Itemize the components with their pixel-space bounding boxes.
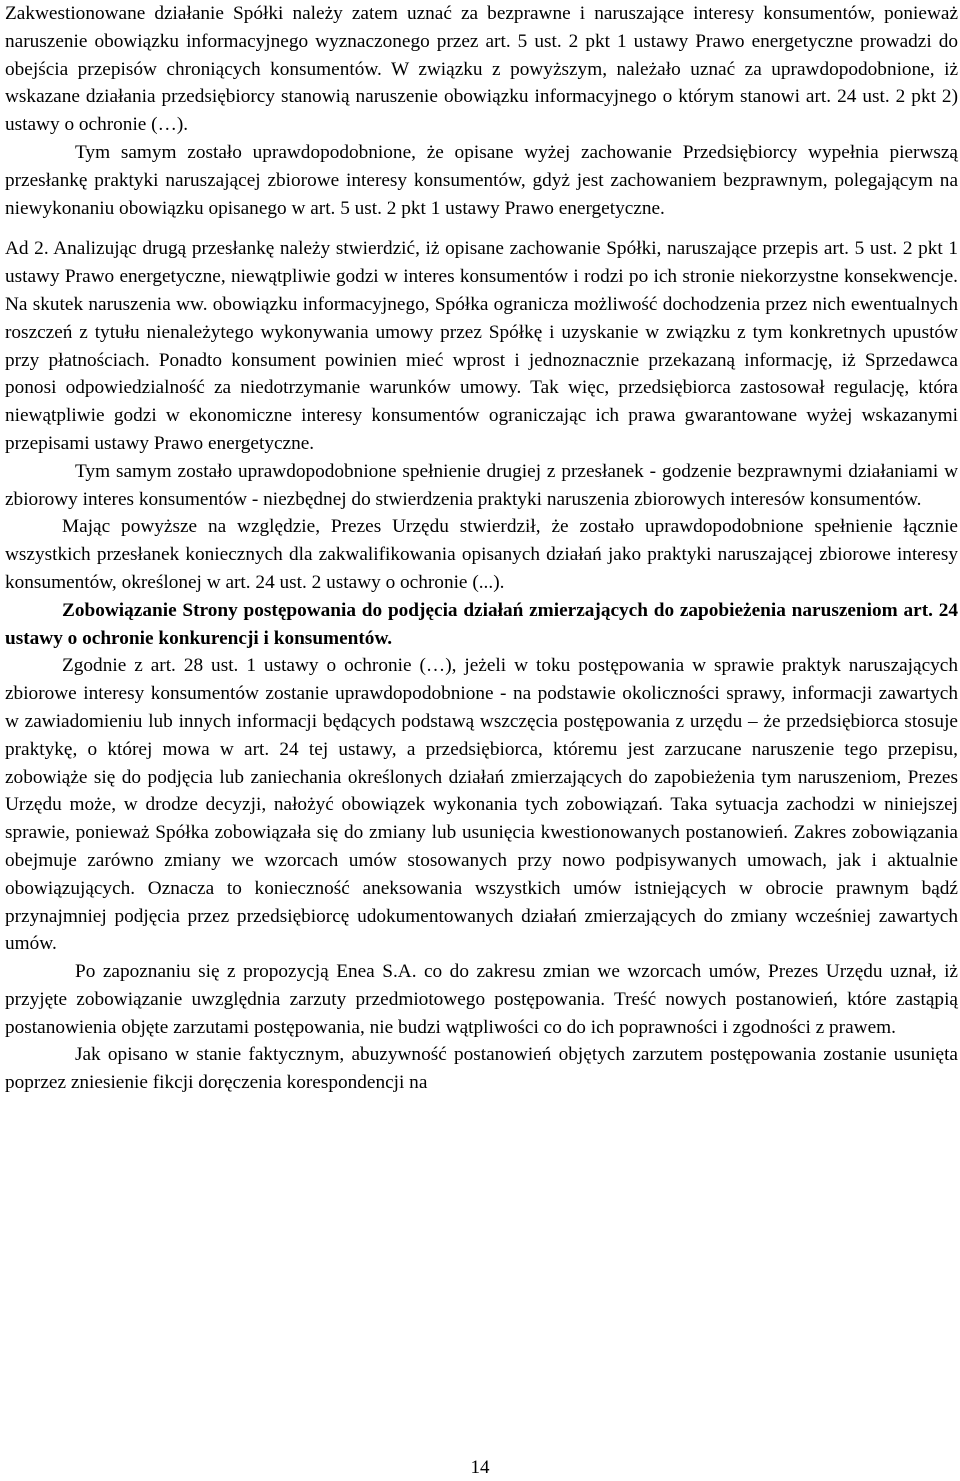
paragraph-3: Ad 2. Analizując drugą przesłankę należy stwierdzić, iż opisane zachowanie Spółki, naruszające przepis art. 5 ust. 2 pkt 1 ustawy Prawo energetyczne, niewątpliwie godzi w interes konsumentów i rodzi po ich stronie niekorzystne konsekwencje. Na skutek naruszenia ww. obowiązku informacyjnego, Spółka ogranicza możliwość dochodzenia przez nich ewentualnych roszczeń z tytułu nienależytego wykonywania umowy przez Spółkę i uzyskanie w związku z tym konkretnych upustów przy płatnościach. Ponadto konsument powinien mieć wprost i jednoznacznie przekazaną informację, iż Sprzedawca ponosi odpowiedzialność za niedotrzymanie warunków umowy. Tak więc, przedsiębiorca zastosował regulację, która niewątpliwie godzi w ekonomiczne interesy konsumentów ograniczając ich prawa gwarantowane wyżej wskazanymi przepisami ustawy Prawo energetyczne. [5, 238, 958, 454]
paragraph-7: Po zapoznaniu się z propozycją Enea S.A. co do zakresu zmian we wzorcach umów, Prezes Urzędu uznał, iż przyjęte zobowiązanie uwzględnia zarzuty przedmiotowego postępowania. Treść nowych postanowień, które zastąpią postanowienia objęte zarzutami postępowania, nie budzi wątpliwości co do ich poprawności i zgodności z prawem. [5, 961, 958, 1038]
page-number: 14 [470, 1457, 490, 1478]
section-heading: Zobowiązanie Strony postępowania do podjęcia działań zmierzających do zapobieżenia naruszeniom art. 24 ustawy o ochronie konkurencji i konsumentów. [5, 599, 958, 649]
paragraph-2: Tym samym zostało uprawdopodobnione, że opisane wyżej zachowanie Przedsiębiorcy wypełnia pierwszą przesłankę praktyki naruszającej zbiorowe interesy konsumentów, gdyż jest zachowaniem bezprawnym, polegającym na niewykonaniu obowiązku opisanego w art. 5 ust. 2 pkt 1 ustawy Prawo energetyczne. [5, 141, 958, 219]
paragraph-4: Tym samym zostało uprawdopodobnione spełnienie drugiej z przesłanek - godzenie bezprawnymi działaniami w zbiorowy interes konsumentów - niezbędnej do stwierdzenia praktyki naruszenia zbiorowych interesów konsumentów. [5, 460, 958, 510]
paragraph-8: Jak opisano w stanie faktycznym, abuzywność postanowień objętych zarzutem postępowania zostanie usunięta poprzez zniesienie fikcji doręczenia korespondencji na [5, 1044, 958, 1094]
document-page [5, 0, 958, 1097]
paragraph-5: Mając powyższe na względzie, Prezes Urzędu stwierdził, że zostało uprawdopodobnione spełnienie łącznie wszystkich przesłanek koniecznych dla zakwalifikowania opisanych działań jako praktyki naruszającej zbiorowe interesy konsumentów, określonej w art. 24 ust. 2 ustawy o ochronie (...). [5, 516, 958, 593]
paragraph-1: Zakwestionowane działanie Spółki należy zatem uznać za bezprawne i naruszające interesy konsumentów, ponieważ naruszenie obowiązku informacyjnego wyznaczonego przez art. 5 ust. 2 pkt 1 ustawy Prawo energetyczne prowadzi do obejścia przepisów chroniących konsumentów. W związku z powyższym, należało uznać za uprawdopodobnione, iż wskazane działania przedsiębiorcy stanowią naruszenie obowiązku informacyjnego o którym stanowi art. 24 ust. 2 pkt 2) ustawy o ochronie (…). [5, 3, 958, 136]
paragraph-6: Zgodnie z art. 28 ust. 1 ustawy o ochronie (…), jeżeli w toku postępowania w sprawie praktyk naruszających zbiorowe interesy konsumentów zostanie uprawdopodobnione - na podstawie okoliczności sprawy, informacji zawartych w zawiadomieniu lub innych informacji będących podstawą wszczęcia postępowania z urzędu – że przedsiębiorca stosuje praktykę, o której mowa w art. 24 tej ustawy, a przedsiębiorca, któremu jest zarzucane naruszenie tego przepisu, zobowiąże się do podjęcia lub zaniechania określonych działań zmierzających do zapobieżenia tym naruszeniom, Prezes Urzędu może, w drodze decyzji, nałożyć obowiązek wykonania tych zobowiązań. Taka sytuacja zachodzi w niniejszej sprawie, ponieważ Spółka zobowiązała się do zmiany lub usunięcia kwestionowanych postanowień. Zakres zobowiązania obejmuje zarówno zmiany we wzorcach umów stosowanych przy nowo podpisywanych umowach, jak i aktualnie obowiązujących. Oznacza to konieczność aneksowania wszystkich umów istniejących w obrocie prawnym bądź przynajmniej podjęcia przez przedsiębiorcę udokumentowanych działań zmierzających do zmiany wcześniej zawartych umów. [5, 655, 958, 955]
